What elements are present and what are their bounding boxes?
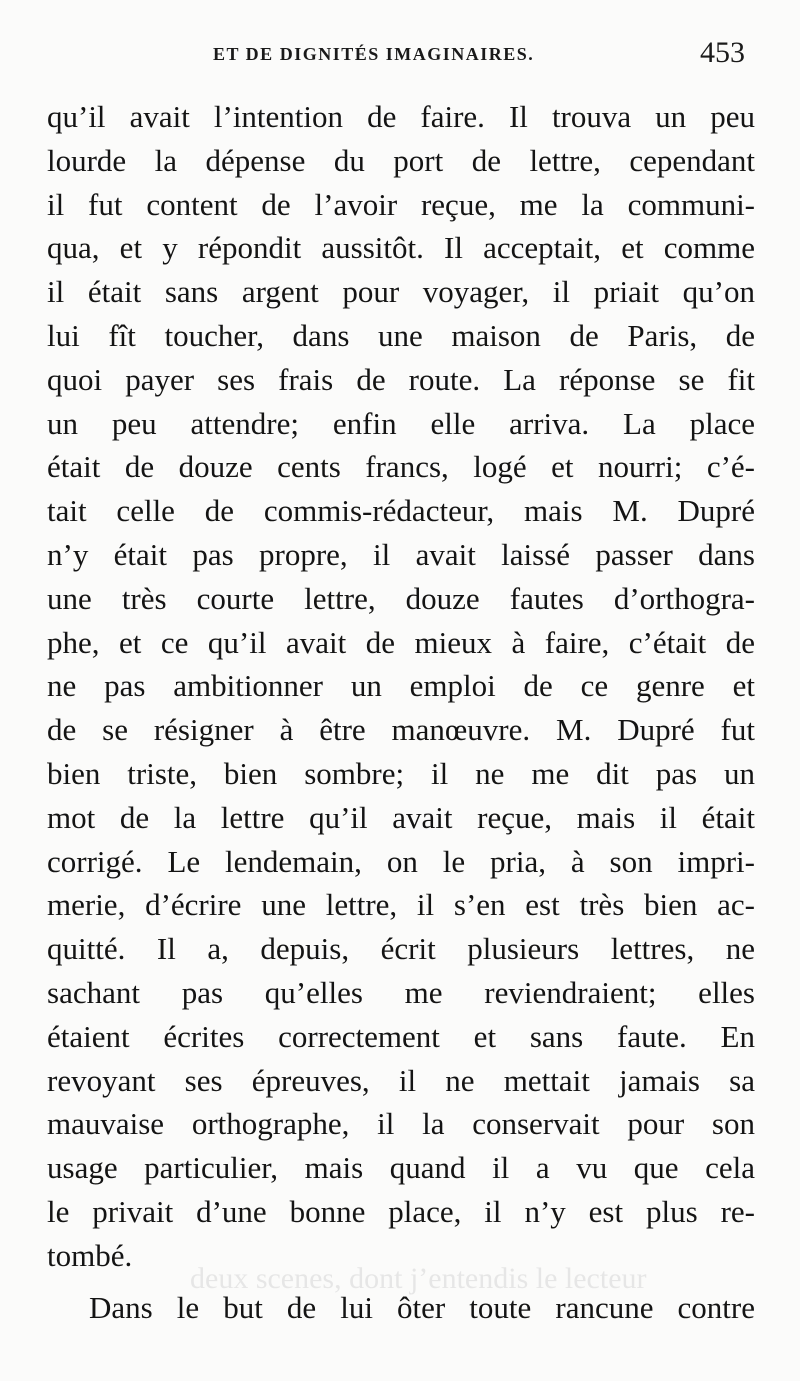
text-line: lui fît toucher, dans une maison de Paris, de [47, 317, 755, 353]
text-line: étaient écrites correctement et sans faute. En [47, 1018, 755, 1054]
running-head [0, 34, 800, 74]
text-line: qu’il avait l’intention de faire. Il trouva un peu [47, 99, 755, 134]
text-line: phe, et ce qu’il avait de mieux à faire, c’était de [47, 624, 755, 660]
text-line: un peu attendre; enfin elle arriva. La place [47, 405, 755, 441]
text-line: une très courte lettre, douze fautes d’orthogra- [47, 580, 755, 616]
text-line: qua, et y répondit aussitôt. Il acceptait, et comme [47, 230, 755, 266]
text-line: tait celle de commis-rédacteur, mais M. Dupré [47, 493, 755, 529]
bleed-through-text: deux scenes, dont j’entendis le lecteur [190, 1262, 647, 1295]
text-line: lourde la dépense du port de lettre, cependant [47, 142, 755, 178]
text-line: le privait d’une bonne place, il n’y est plus re- [47, 1193, 755, 1229]
text-line: corrigé. Le lendemain, on le pria, à son impri- [47, 843, 755, 879]
paragraph-gap [47, 1278, 755, 1286]
text-line: était de douze cents francs, logé et nourri; c’é- [47, 449, 755, 485]
running-head-title: ET DE DIGNITÉS IMAGINAIRES. [213, 44, 535, 64]
text-line: quoi payer ses frais de route. La réponse se fit [47, 361, 755, 397]
text-line: sachant pas qu’elles me reviendraient; elles [47, 974, 755, 1010]
text-line: il fut content de l’avoir reçue, me la communi- [47, 186, 755, 222]
text-line: de se résigner à être manœuvre. M. Dupré fut [47, 712, 755, 748]
text-line: mauvaise orthographe, il la conservait pour son [47, 1106, 755, 1142]
text-line: il était sans argent pour voyager, il priait qu’on [47, 274, 755, 310]
paragraph-1 [47, 95, 755, 1278]
text-line: quitté. Il a, depuis, écrit plusieurs lettres, ne [47, 931, 755, 967]
text-line: tombé. [47, 1237, 133, 1273]
text-line: n’y était pas propre, il avait laissé passer dans [47, 536, 755, 572]
text-line: mot de la lettre qu’il avait reçue, mais il était [47, 799, 755, 835]
paragraph-2 [47, 1286, 755, 1330]
text-line: usage particulier, mais quand il a vu que cela [47, 1150, 755, 1186]
text-line: Dans le but de lui ôter toute rancune contre [89, 1289, 755, 1325]
body-text [47, 95, 755, 1329]
text-line: merie, d’écrire une lettre, il s’en est très bien ac- [47, 887, 755, 923]
page-number: 453 [700, 36, 745, 69]
text-line: ne pas ambitionner un emploi de ce genre et [47, 668, 755, 704]
text-line: bien triste, bien sombre; il ne me dit pas un [47, 755, 755, 791]
text-line: revoyant ses épreuves, il ne mettait jamais sa [47, 1062, 755, 1098]
